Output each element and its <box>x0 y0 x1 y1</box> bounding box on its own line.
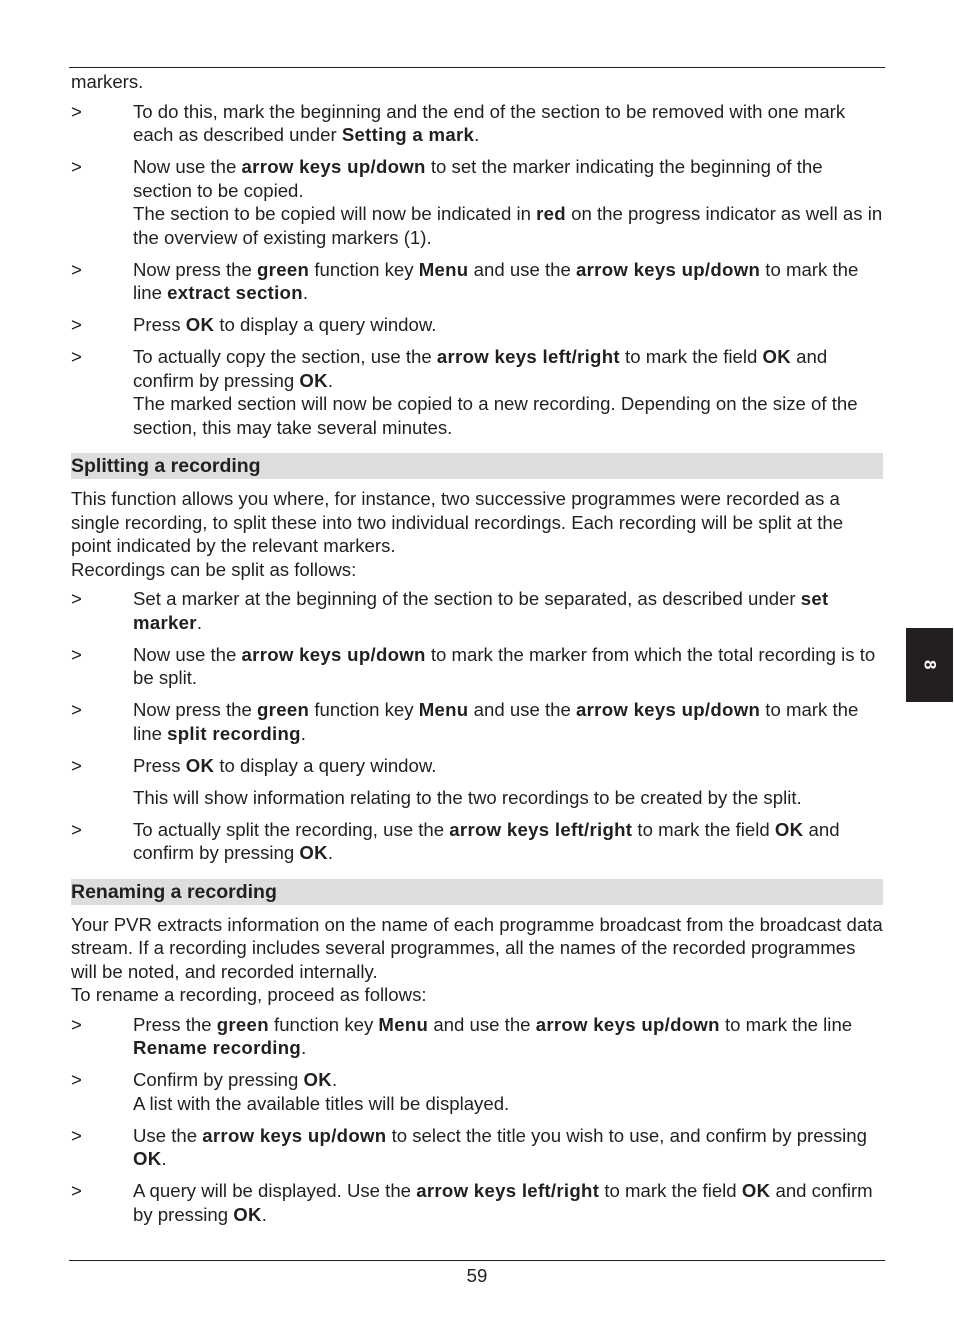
step-text: Use the arrow keys up/down to select the title you wish to use, and confirm by pressing OK. <box>133 1124 867 1169</box>
renaming-intro: Your PVR extracts information on the name of each programme broadcast from the broadcast data stream. If a recording includes several programmes, all the names of the recorded programmes will be noted, and recorded internally. <box>71 913 883 982</box>
list-item <box>71 258 883 305</box>
step-text: To actually split the recording, use the arrow keys left/right to mark the field OK and confirm by pressing OK. <box>133 818 840 863</box>
bullet-marker: > <box>71 1180 82 1201</box>
emphasis-text: OK <box>303 1069 333 1090</box>
list-item <box>71 698 883 745</box>
bullet-marker: > <box>71 1013 82 1035</box>
step-text: Set a marker at the beginning of the section to be separated, as described under set marker. <box>133 588 829 633</box>
step-text: A list with the available titles will be displayed. <box>133 1092 510 1114</box>
emphasis-text: split recording <box>167 722 301 744</box>
bullet-marker: > <box>71 258 82 280</box>
chapter-number: 8 <box>920 660 940 670</box>
emphasis-text: arrow keys up/down <box>241 643 426 665</box>
page-number: 59 <box>466 1265 488 1286</box>
bullet-marker: > <box>71 346 82 367</box>
emphasis-text: arrow keys up/down <box>575 699 761 720</box>
step-text: This will show information relating to the two recordings to be created by the split. <box>133 786 802 808</box>
emphasis-text: green <box>216 1013 269 1035</box>
step-text: Press the green function key Menu and use the arrow keys up/down to mark the line Rename recording. <box>133 1013 853 1058</box>
step-text: Now use the arrow keys up/down to set the marker indicating the beginning of the section to be copied. <box>133 156 823 201</box>
step-text: Now press the green function key Menu and use the arrow keys up/down to mark the line split recording. <box>133 699 859 744</box>
bullet-marker: > <box>71 1069 82 1090</box>
step-text: A query will be displayed. Use the arrow keys left/right to mark the field OK and confirm by pressing OK. <box>133 1180 873 1225</box>
step-text: The marked section will now be copied to a new recording. Depending on the size of the section, this may take several minutes. <box>133 393 858 438</box>
emphasis-text: arrow keys up/down <box>241 156 426 177</box>
bullet-marker: > <box>71 699 82 720</box>
emphasis-text: OK <box>741 1180 771 1201</box>
bullet-marker: > <box>71 100 82 122</box>
emphasis-text: OK <box>762 346 791 367</box>
renaming-steps <box>71 1013 883 1227</box>
emphasis-text: Rename recording <box>133 1037 302 1058</box>
emphasis-text: Setting a mark <box>341 124 475 145</box>
emphasis-text: OK <box>185 314 215 335</box>
bullet-marker: > <box>71 588 82 609</box>
step-text: The section to be copied will now be indicated in red on the progress indicator as well as in the overview of existing markers (1). <box>133 203 883 248</box>
list-item <box>71 1179 883 1226</box>
emphasis-text: Menu <box>418 699 469 720</box>
splitting-intro-2: Recordings can be split as follows: <box>71 558 357 580</box>
bullet-marker: > <box>71 156 82 177</box>
bullet-marker: > <box>71 643 82 665</box>
extract-steps <box>71 100 883 440</box>
splitting-intro: This function allows you where, for instance, two successive programmes were recorded as a single recording, to split these into two individual recordings. Each recording will be split at the point indicated by the relevant markers. <box>71 488 844 556</box>
page-body <box>71 70 883 1226</box>
emphasis-text: arrow keys left/right <box>416 1180 600 1201</box>
section-heading-renaming: Renaming a recording <box>71 879 883 905</box>
emphasis-text: green <box>257 258 310 280</box>
list-item <box>71 754 883 778</box>
top-rule <box>69 67 885 68</box>
list-item <box>71 786 883 810</box>
emphasis-text: red <box>536 203 566 224</box>
section-heading-splitting: Splitting a recording <box>71 453 883 479</box>
list-item <box>71 1068 883 1115</box>
step-text: Press OK to display a query window. <box>133 314 437 335</box>
step-text: Confirm by pressing OK. <box>133 1069 338 1090</box>
emphasis-text: arrow keys left/right <box>449 818 633 840</box>
continuation-text: markers. <box>71 71 144 92</box>
emphasis-text: OK <box>299 842 328 863</box>
emphasis-text: arrow keys up/down <box>202 1124 387 1146</box>
emphasis-text: OK <box>233 1203 262 1225</box>
step-text: Press OK to display a query window. <box>133 754 437 776</box>
emphasis-text: OK <box>774 818 804 840</box>
list-item <box>71 818 883 865</box>
emphasis-text: arrow keys up/down <box>535 1013 720 1035</box>
emphasis-text: set marker <box>133 588 829 633</box>
bottom-rule <box>69 1260 885 1261</box>
emphasis-text: extract section <box>167 282 303 303</box>
emphasis-text: arrow keys left/right <box>436 346 620 367</box>
emphasis-text: OK <box>185 754 215 776</box>
step-text: To actually copy the section, use the arrow keys left/right to mark the field OK and confirm by pressing OK. <box>133 346 828 391</box>
list-item <box>71 1013 883 1060</box>
list-item <box>71 100 883 147</box>
splitting-steps <box>71 587 883 865</box>
emphasis-text: Menu <box>378 1013 429 1035</box>
emphasis-text: OK <box>133 1148 162 1169</box>
bullet-marker: > <box>71 754 82 776</box>
step-text: To do this, mark the beginning and the end of the section to be removed with one mark each as described under Setting a mark. <box>133 100 846 145</box>
emphasis-text: Menu <box>418 258 469 280</box>
chapter-tab <box>906 628 953 702</box>
emphasis-text: arrow keys up/down <box>575 258 761 280</box>
bullet-marker: > <box>71 818 82 840</box>
emphasis-text: OK <box>299 369 328 391</box>
list-item <box>71 155 883 249</box>
list-item <box>71 643 883 690</box>
emphasis-text: green <box>257 699 310 720</box>
list-item <box>71 1124 883 1171</box>
bullet-marker: > <box>71 1124 82 1146</box>
list-item <box>71 587 883 634</box>
list-item <box>71 345 883 439</box>
step-text: Now use the arrow keys up/down to mark the marker from which the total recording is to be split. <box>133 643 876 688</box>
renaming-intro-2: To rename a recording, proceed as follows: <box>71 984 427 1005</box>
step-text: Now press the green function key Menu and use the arrow keys up/down to mark the line extract section. <box>133 258 859 303</box>
bullet-marker: > <box>71 314 82 335</box>
list-item <box>71 313 883 337</box>
